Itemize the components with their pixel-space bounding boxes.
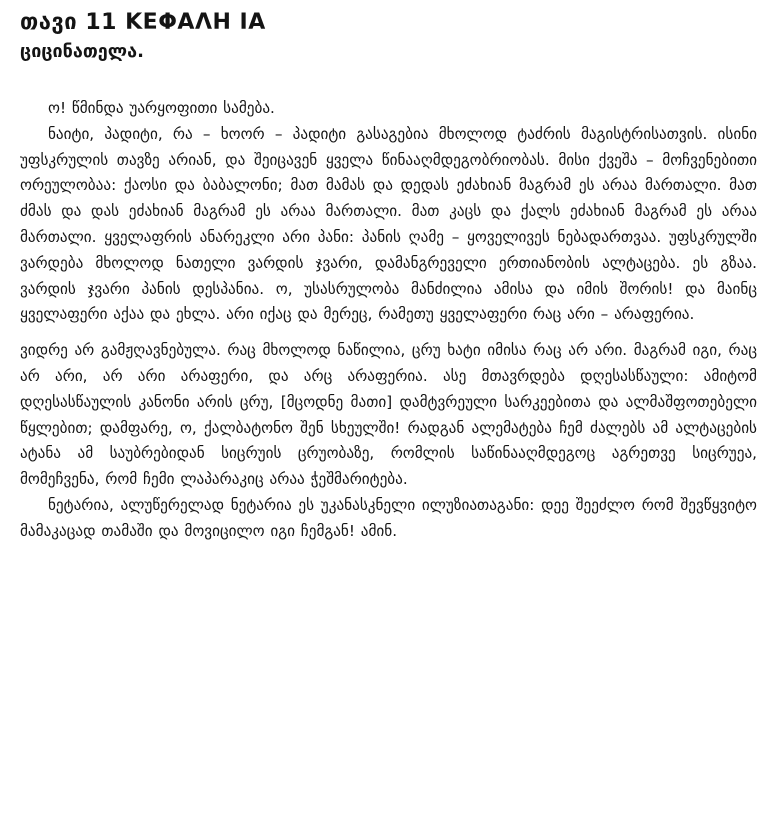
paragraph-invocation: ო! წმინდა უარყოფითი სამება. — [48, 99, 275, 117]
paragraph-body-2: ვიდრე არ გამჟღავნებულა. რაც მხოლოდ ნაწილია, ცრუ ხატი იმისა რაც არ არი. მაგრამ იგი, რაც არ არი, არ არი არაფერი, და არც არაფერია. ასე მთავრდება დღესასწაული: ამიტომ დღესასწაულის კანონი არის ცრუ, [მცოდნე მათი] დამტვრეული სარკეებითა და ალმაშფოთებელი წყლებით; დამფარე, ო, ქალბატონო შენ სხეულში! რადგან ალემატება ჩემ ძალებს ამ ალტაცების ატანა ამ საუბრებიდან სიცრუის ცრუობაზე, რომლის საწინააღმდეგოც აგრეთვე სიცრუეა, მომეჩვენა, რომ ჩემი ლაპარაკიც არაა ჭეშმარიტება. — [20, 341, 757, 489]
paragraph-body-3: ნეტარია, ალუწერელად ნეტარია ეს უკანასკნელი ილუზიათაგანი: დეე შეეძლო რომ შევწყვიტო მამაკაცად თამაში და მოვიცილო იგი ჩემგან! ამინ. — [20, 495, 757, 540]
paragraph-body-1: ნაიტი, პადიტი, რა – ხოორ – პადიტი გასაგებია მხოლოდ ტაძრის მაგისტრისათვის. ისინი უფსკრულის თავზე არიან, და შეიცავენ ყველა წინააღმდეგობრიობას. მისი ქვეშა – მოჩვენებითი ორეულობაა: ქაოსი და ბაბალონი; მათ მამას და დედას ეძახიან მაგრამ ეს არაა მართალი. მათ ძმას და დას ეძახიან მაგრამ ეს არაა მართალი. მათ კაცს და ქალს ეძახიან მაგრამ ეს არაა მართალი. ყველაფრის ანარეკლი არი პანი: პანის ღამე – ყოველივეს ნებადართვაა. უფსკრულში ვარდება მხოლოდ ნათელი ვარდის ჯვარი, დამანგრეველი ერთიანობის ალტაცება. ეს გზაა. ვარდის ჯვარი პანის დესპანია. ო, უსასრულობა მანძილია ამისა და იმის შორის! და მაინც ყველაფერი აქაა და ეხლა. არი იქაც და მერეც, რამეთუ ყველაფერი რაც არი – არაფერია. — [20, 124, 757, 324]
chapter-subheading: ციცინათელა. — [20, 41, 144, 62]
chapter-heading: თავი 11 ΚΕΦΑΛΗ ΙΑ — [20, 10, 266, 35]
